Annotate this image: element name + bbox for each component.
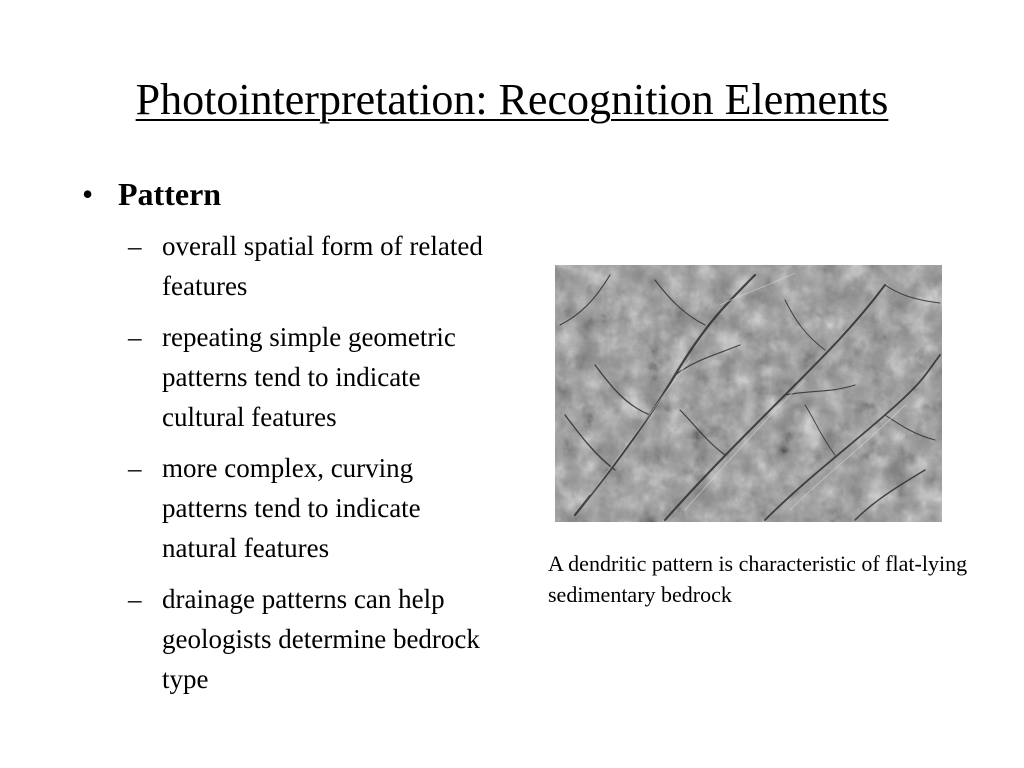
photo-texture	[555, 265, 942, 522]
sub-bullet-text: drainage patterns can help geologists determine bedrock type	[162, 584, 480, 694]
sub-bullet-text: overall spatial form of related features	[162, 231, 483, 301]
sub-bullet-item	[126, 579, 502, 699]
sub-bullet-text: more complex, curving patterns tend to indicate natural features	[162, 453, 421, 563]
sub-bullet-text: repeating simple geometric patterns tend to indicate cultural features	[162, 322, 456, 432]
bullet-list	[82, 172, 502, 710]
dash-marker: –	[128, 453, 142, 483]
image-caption: A dendritic pattern is characteristic of flat-lying sedimentary bedrock	[548, 551, 968, 607]
bullet-marker: •	[82, 176, 94, 212]
sub-bullet-item	[126, 448, 502, 568]
sub-bullet-list	[82, 226, 502, 699]
dash-marker: –	[128, 231, 142, 261]
sub-bullet-item	[126, 226, 502, 306]
bullet-heading: Pattern	[118, 176, 222, 212]
dash-marker: –	[128, 584, 142, 614]
bullet-pattern	[82, 172, 502, 216]
sub-bullet-item	[126, 317, 502, 437]
aerial-photo-image	[555, 265, 942, 522]
slide-title: Photointerpretation: Recognition Elements	[135, 75, 889, 124]
dash-marker: –	[128, 322, 142, 352]
